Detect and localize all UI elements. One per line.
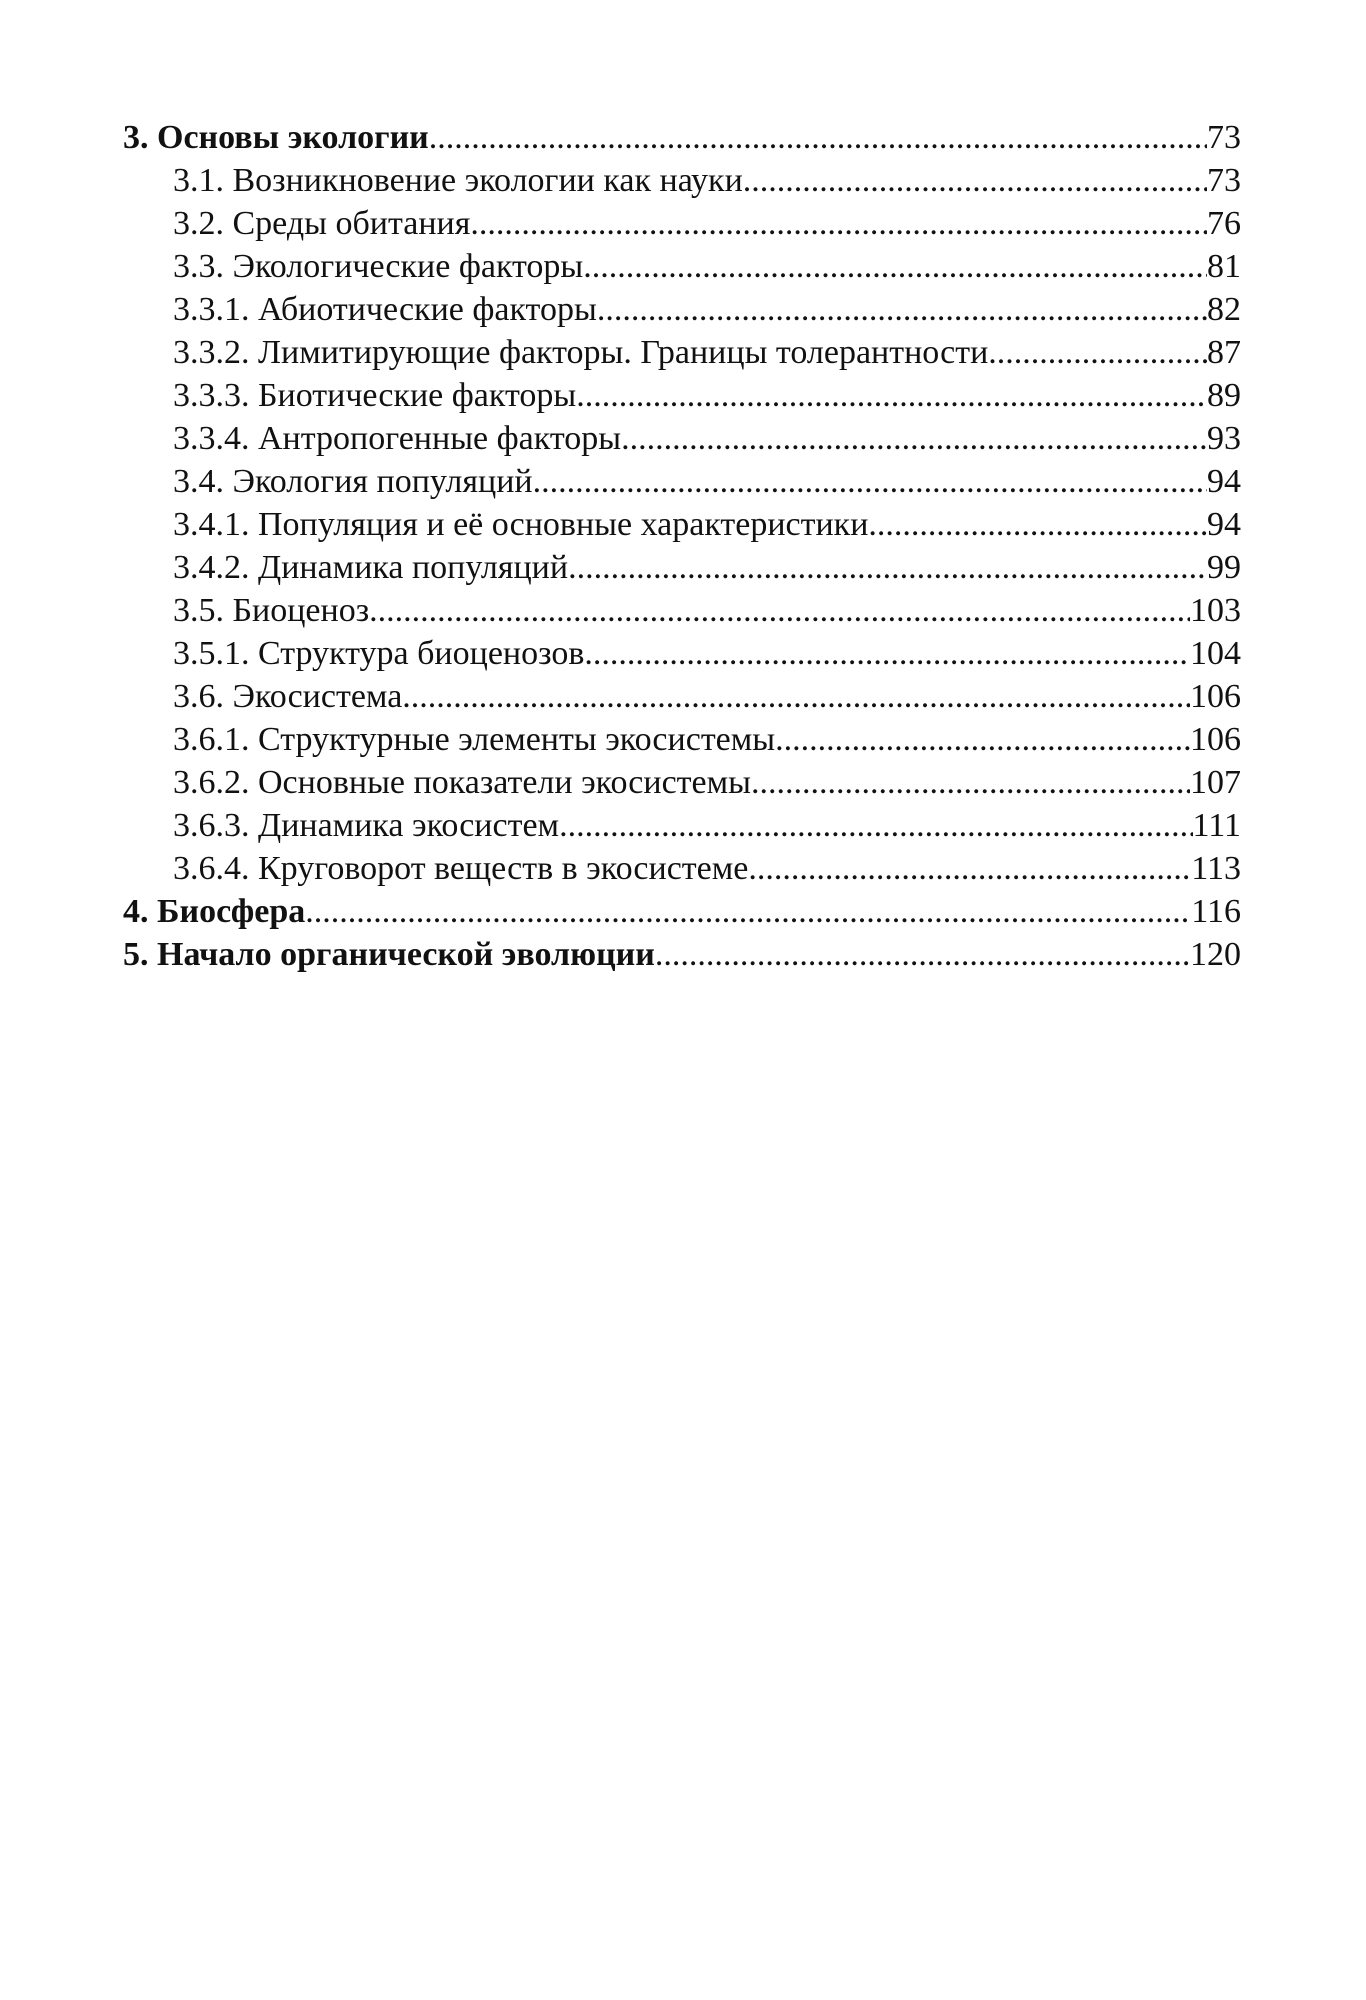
dot-leader [429,116,1207,159]
toc-entry-title: 3.3.2. Лимитирующие факторы. Границы толерантности [173,334,989,371]
dot-leader [988,331,1207,374]
toc-entry-page: 99 [1207,549,1241,586]
dot-leader [369,589,1190,632]
toc-entry-3-6-4 [123,847,1241,890]
dot-leader [402,675,1190,718]
toc-entry-3-3-1 [123,288,1241,331]
toc-entry-3-6-1 [123,718,1241,761]
toc-entry-title: 3.2. Среды обитания [173,205,471,242]
dot-leader [576,374,1207,417]
dot-leader [568,546,1207,589]
toc-entry-title: 3.3. Экологические факторы [173,248,584,285]
toc-entry-page: 73 [1207,162,1241,199]
toc-entry-page: 106 [1190,678,1241,715]
toc-entry-title: 3.6. Экосистема [173,678,403,715]
toc-entry-3-2 [123,202,1241,245]
toc-entry-page: 106 [1190,721,1241,758]
toc-entry-page: 104 [1190,635,1241,672]
toc-entry-chapter-5 [123,933,1241,976]
toc-entry-title: 3. Основы экологии [123,119,429,156]
toc-entry-3-6-3 [123,804,1241,847]
toc-entry-title: 3.4.1. Популяция и её основные характеристики [173,506,869,543]
toc-entry-page: 120 [1190,936,1241,973]
toc-entry-page: 87 [1207,334,1241,371]
toc-entry-page: 94 [1207,506,1241,543]
dot-leader [583,245,1207,288]
dot-leader [559,804,1192,847]
toc-entry-3-3-4 [123,417,1241,460]
toc-entry-page: 116 [1191,893,1241,930]
toc-entry-3-5-1 [123,632,1241,675]
toc-entry-page: 94 [1207,463,1241,500]
toc-entry-title: 3.5. Биоценоз [173,592,370,629]
dot-leader [533,460,1207,503]
toc-entry-3-6-2 [123,761,1241,804]
dot-leader [868,503,1207,546]
toc-entry-title: 3.3.1. Абиотические факторы [173,291,597,328]
toc-entry-title: 3.3.3. Биотические факторы [173,377,577,414]
toc-entry-3-4-1 [123,503,1241,546]
toc-entry-3-1 [123,159,1241,202]
dot-leader [748,847,1191,890]
toc-entry-3-4-2 [123,546,1241,589]
toc-entry-title: 5. Начало органической эволюции [123,936,655,973]
toc-entry-page: 82 [1207,291,1241,328]
toc-entry-page: 107 [1190,764,1241,801]
toc-entry-title: 3.4. Экология популяций [173,463,533,500]
dot-leader [584,632,1190,675]
toc-entry-page: 76 [1207,205,1241,242]
dot-leader [743,159,1207,202]
table-of-contents [123,116,1241,976]
dot-leader [597,288,1207,331]
toc-entry-title: 4. Биосфера [123,893,306,930]
dot-leader [655,933,1190,976]
dot-leader [751,761,1190,804]
toc-entry-title: 3.3.4. Антропогенные факторы [173,420,622,457]
toc-entry-title: 3.5.1. Структура биоценозов [173,635,585,672]
toc-entry-title: 3.6.4. Круговорот веществ в экосистеме [173,850,749,887]
dot-leader [470,202,1207,245]
toc-entry-3-3-3 [123,374,1241,417]
toc-entry-title: 3.6.3. Динамика экосистем [173,807,560,844]
toc-entry-chapter-3 [123,116,1241,159]
toc-entry-page: 89 [1207,377,1241,414]
toc-entry-page: 103 [1190,592,1241,629]
toc-entry-3-3-2 [123,331,1241,374]
toc-entry-page: 111 [1192,807,1241,844]
dot-leader [305,890,1191,933]
toc-entry-page: 93 [1207,420,1241,457]
toc-entry-3-3 [123,245,1241,288]
toc-entry-page: 113 [1191,850,1241,887]
toc-entry-page: 81 [1207,248,1241,285]
dot-leader [621,417,1207,460]
toc-entry-title: 3.6.1. Структурные элементы экосистемы [173,721,776,758]
toc-entry-title: 3.1. Возникновение экологии как науки [173,162,743,199]
toc-entry-3-4 [123,460,1241,503]
dot-leader [775,718,1190,761]
toc-entry-title: 3.6.2. Основные показатели экосистемы [173,764,751,801]
toc-entry-page: 73 [1207,119,1241,156]
toc-entry-3-5 [123,589,1241,632]
toc-entry-3-6 [123,675,1241,718]
toc-entry-chapter-4 [123,890,1241,933]
toc-entry-title: 3.4.2. Динамика популяций [173,549,569,586]
